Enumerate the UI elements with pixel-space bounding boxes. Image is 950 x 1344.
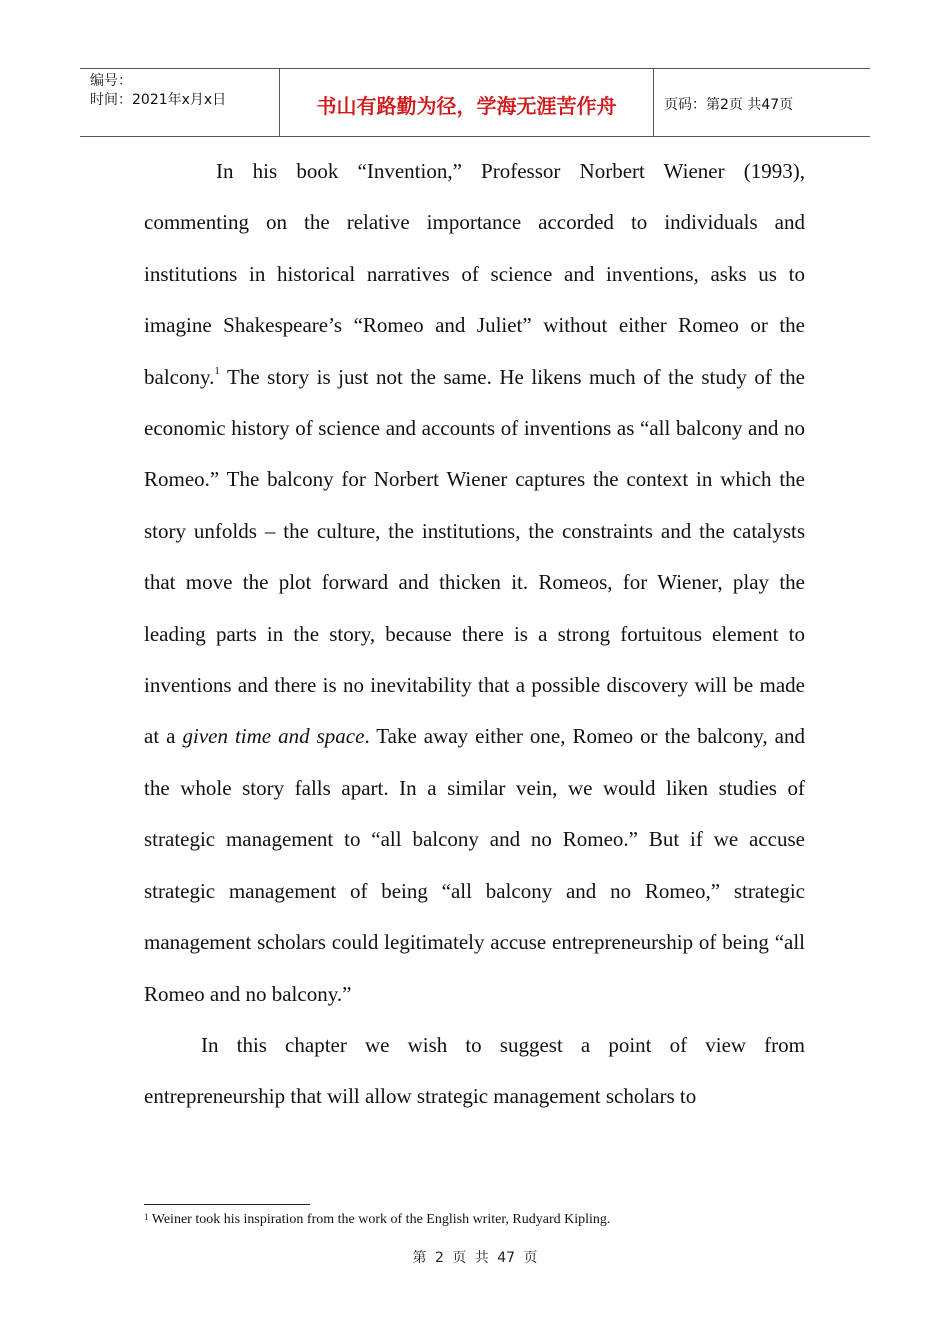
footnote-reference: 1 bbox=[214, 364, 220, 377]
header-motto: 书山有路勤为径，学海无涯苦作舟 bbox=[280, 69, 654, 136]
number-label: 编号： bbox=[90, 73, 132, 89]
page-header bbox=[80, 68, 870, 137]
paragraph-1-part-a: In his book “Invention,” Professor Norbert Wiener (1993), commenting on the relative importance accorded to individuals and institutions in historical narratives of science and inventions, asks us to imagine Shakespeare’s “Romeo and Juliet” without either Romeo or the balcony. bbox=[144, 159, 805, 389]
time-label: 时间：2021年x月x日 bbox=[90, 92, 227, 108]
footnote-divider bbox=[144, 1204, 310, 1205]
page-footer: 第 2 页 共 47 页 bbox=[412, 1250, 538, 1266]
footnote-marker: 1 bbox=[144, 1212, 149, 1222]
header-left-cell bbox=[80, 69, 280, 136]
paragraph-1 bbox=[144, 146, 805, 1020]
footnote-text: Weiner took his inspiration from the work of the English writer, Rudyard Kipling. bbox=[148, 1212, 611, 1227]
footnote bbox=[144, 1211, 805, 1229]
header-page-info: 页码：第2页 共47页 bbox=[664, 97, 794, 113]
body-text bbox=[144, 146, 805, 1123]
paragraph-2: In this chapter we wish to suggest a point of view from entrepreneurship that will allow strategic management scholars to bbox=[144, 1032, 805, 1109]
paragraph-1-italic: given time and space bbox=[182, 724, 365, 749]
paragraph-1-part-b: The story is just not the same. He likens much of the study of the economic history of science and accounts of inventions as “all balcony and no Romeo.” The balcony for Norbert Wiener captures the context in which the story unfolds – the culture, the institutions, the constraints and the catalysts that move the plot forward and thicken it. Romeos, for Wiener, play the leading parts in the story, because there is a strong fortuitous element to inventions and there is no inevitability that a possible discovery will be made at a bbox=[144, 364, 805, 749]
paragraph-1-part-c: . Take away either one, Romeo or the balcony, and the whole story falls apart. In a similar vein, we would liken studies of strategic management to “all balcony and no Romeo.” But if we accuse strategic management of being “all balcony and no Romeo,” strategic management scholars could legitimately accuse entrepreneurship of being “all Romeo and no balcony.” bbox=[144, 724, 805, 1006]
